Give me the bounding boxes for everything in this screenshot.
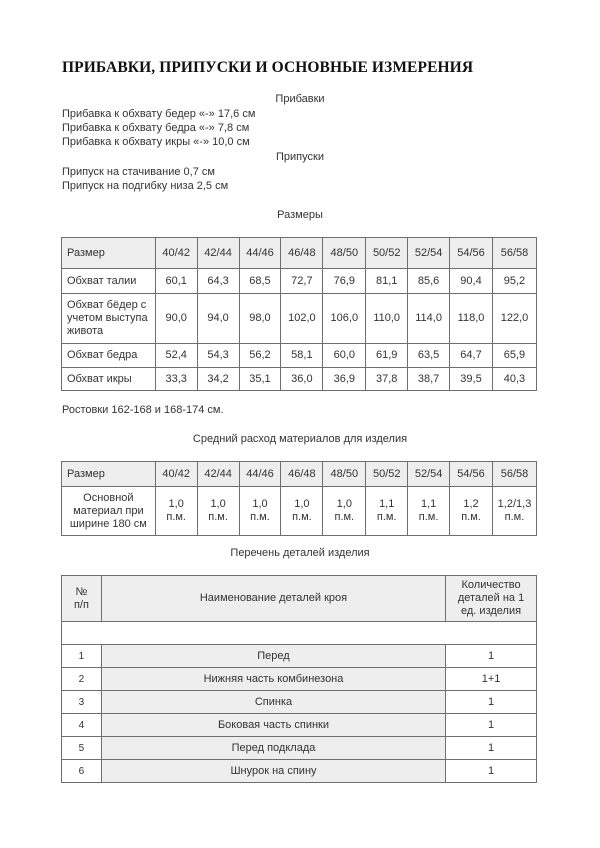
material-value: 1,0 <box>252 498 268 510</box>
row-label-line: материал при <box>73 504 144 517</box>
table-row <box>62 760 537 783</box>
material-value: 1,2/1,3 <box>497 498 532 510</box>
material-heading: Средний расход материалов для изделия <box>192 433 408 445</box>
header-line: Количество <box>461 579 521 591</box>
table-cell <box>408 487 450 536</box>
part-number: 1 <box>62 645 102 668</box>
size-header: 52/54 <box>408 462 450 487</box>
material-unit: п.м. <box>461 511 481 523</box>
material-unit: п.м. <box>292 511 312 523</box>
header-line: деталей на 1 <box>457 592 525 604</box>
table-cell: 72,7 <box>281 269 323 294</box>
table-cell: 60,0 <box>323 344 366 368</box>
material-value: 1,0 <box>168 498 184 510</box>
table-cell <box>492 487 536 536</box>
table-cell: 35,1 <box>239 368 281 391</box>
table-cell <box>366 487 408 536</box>
table-row <box>62 487 537 536</box>
part-number: 5 <box>62 737 102 760</box>
part-name: Перед подклада <box>101 737 445 760</box>
table-cell: 39,5 <box>450 368 493 391</box>
table-cell: 85,6 <box>408 269 450 294</box>
size-header: 56/58 <box>492 238 536 269</box>
row-label <box>62 294 156 344</box>
table-row <box>62 294 537 344</box>
allowance-line: Прибавка к обхвату бедер «-» 17,6 см <box>62 108 256 120</box>
sizes-table <box>61 237 537 391</box>
table-cell: 68,5 <box>239 269 281 294</box>
table-cell: 36,0 <box>281 368 323 391</box>
size-header: 46/48 <box>281 462 323 487</box>
part-qty: 1 <box>446 760 537 783</box>
table-cell <box>155 487 197 536</box>
sizes-header-row <box>62 238 537 269</box>
table-cell: 90,0 <box>155 294 197 344</box>
part-qty: 1 <box>446 737 537 760</box>
material-value: 1,2 <box>463 498 479 510</box>
part-number: 2 <box>62 668 102 691</box>
parts-table <box>61 575 537 783</box>
table-row <box>62 737 537 760</box>
material-value: 1,0 <box>294 498 310 510</box>
size-header: 48/50 <box>323 462 366 487</box>
table-cell: 81,1 <box>366 269 408 294</box>
size-header: 44/46 <box>239 238 281 269</box>
row-label: Обхват икры <box>62 368 156 391</box>
table-cell: 56,2 <box>239 344 281 368</box>
table-cell <box>239 487 281 536</box>
parts-heading: Перечень деталей изделия <box>230 547 370 559</box>
table-cell: 61,9 <box>366 344 408 368</box>
table-cell: 52,4 <box>155 344 197 368</box>
part-name: Нижняя часть комбинезона <box>101 668 445 691</box>
material-unit: п.м. <box>208 511 228 523</box>
table-cell: 34,2 <box>197 368 239 391</box>
table-row <box>62 269 537 294</box>
table-cell: 64,7 <box>450 344 493 368</box>
size-header-label: Размер <box>62 462 156 487</box>
table-cell: 38,7 <box>408 368 450 391</box>
table-cell: 36,9 <box>323 368 366 391</box>
table-row <box>62 368 537 391</box>
table-cell: 58,1 <box>281 344 323 368</box>
size-header: 40/42 <box>155 462 197 487</box>
row-label-line: Основной <box>83 491 134 504</box>
table-cell <box>281 487 323 536</box>
seam-allowance-line: Припуск на подгибку низа 2,5 см <box>62 180 229 192</box>
header-line: № <box>75 585 88 598</box>
material-unit: п.м. <box>376 511 397 523</box>
table-cell: 90,4 <box>450 269 493 294</box>
table-cell: 60,1 <box>155 269 197 294</box>
seam-allowance-line: Припуск на стачивание 0,7 см <box>62 166 215 178</box>
table-cell: 33,3 <box>155 368 197 391</box>
part-name: Спинка <box>101 691 445 714</box>
col-name-header: Наименование деталей кроя <box>101 576 445 622</box>
size-header: 48/50 <box>323 238 366 269</box>
material-value: 1,1 <box>379 498 395 510</box>
table-row <box>62 645 537 668</box>
table-cell <box>450 487 493 536</box>
table-cell <box>323 487 366 536</box>
table-cell: 110,0 <box>366 294 408 344</box>
heights-note: Ростовки 162-168 и 168-174 см. <box>62 404 224 416</box>
material-unit: п.м. <box>504 511 525 523</box>
material-unit: п.м. <box>250 511 270 523</box>
table-cell: 102,0 <box>281 294 323 344</box>
size-header: 44/46 <box>239 462 281 487</box>
allowances-heading: Прибавки <box>275 93 325 105</box>
part-qty: 1 <box>446 714 537 737</box>
material-header-row <box>62 462 537 487</box>
table-cell: 40,3 <box>492 368 536 391</box>
table-row <box>62 668 537 691</box>
table-cell: 94,0 <box>197 294 239 344</box>
table-cell: 65,9 <box>492 344 536 368</box>
header-line: ед. изделия <box>461 605 522 617</box>
table-cell: 98,0 <box>239 294 281 344</box>
row-label-line: Обхват бёдер с <box>67 299 147 311</box>
size-header: 46/48 <box>281 238 323 269</box>
material-unit: п.м. <box>166 511 186 523</box>
part-number: 3 <box>62 691 102 714</box>
size-header: 52/54 <box>408 238 450 269</box>
row-label-line: учетом выступа <box>67 312 148 324</box>
size-header: 50/52 <box>366 238 408 269</box>
part-name: Шнурок на спину <box>101 760 445 783</box>
table-cell: 95,2 <box>492 269 536 294</box>
part-name: Перед <box>101 645 445 668</box>
size-header: 42/44 <box>197 462 239 487</box>
size-header: 56/58 <box>492 462 536 487</box>
part-name: Боковая часть спинки <box>101 714 445 737</box>
row-label-line: ширине 180 см <box>69 517 147 530</box>
empty-row <box>62 622 537 645</box>
table-cell: 106,0 <box>323 294 366 344</box>
material-value: 1,1 <box>420 498 437 510</box>
size-header: 42/44 <box>197 238 239 269</box>
part-qty: 1+1 <box>446 668 537 691</box>
size-header: 40/42 <box>155 238 197 269</box>
col-num-header <box>62 576 102 622</box>
parts-header-row <box>62 576 537 622</box>
material-unit: п.м. <box>334 511 355 523</box>
part-number: 6 <box>62 760 102 783</box>
table-cell: 63,5 <box>408 344 450 368</box>
material-unit: п.м. <box>418 511 439 523</box>
size-header: 54/56 <box>450 462 493 487</box>
header-line: п/п <box>73 598 89 611</box>
table-cell: 54,3 <box>197 344 239 368</box>
table-row <box>62 691 537 714</box>
size-header-label: Размер <box>62 238 156 269</box>
table-row <box>62 344 537 368</box>
col-qty-header <box>446 576 537 622</box>
seam-allowances-heading: Припуски <box>276 151 324 163</box>
allowance-line: Прибавка к обхвату икры «-» 10,0 см <box>62 136 250 148</box>
sizes-heading: Размеры <box>277 209 323 221</box>
table-cell: 37,8 <box>366 368 408 391</box>
part-number: 4 <box>62 714 102 737</box>
row-label: Обхват талии <box>62 269 156 294</box>
table-row <box>62 714 537 737</box>
table-row-empty <box>62 622 537 645</box>
size-header: 50/52 <box>366 462 408 487</box>
material-table <box>61 461 537 536</box>
material-value: 1,0 <box>210 498 226 510</box>
table-cell: 64,3 <box>197 269 239 294</box>
part-qty: 1 <box>446 645 537 668</box>
material-value: 1,0 <box>336 498 352 510</box>
table-cell <box>197 487 239 536</box>
row-label <box>62 487 156 536</box>
size-header: 54/56 <box>450 238 493 269</box>
table-cell: 114,0 <box>408 294 450 344</box>
table-cell: 122,0 <box>492 294 536 344</box>
page-title: ПРИБАВКИ, ПРИПУСКИ И ОСНОВНЫЕ ИЗМЕРЕНИЯ <box>62 59 474 76</box>
table-cell: 118,0 <box>450 294 493 344</box>
part-qty: 1 <box>446 691 537 714</box>
row-label: Обхват бедра <box>62 344 156 368</box>
allowance-line: Прибавка к обхвату бедра «-» 7,8 см <box>62 122 250 134</box>
row-label-line: живота <box>67 325 104 337</box>
table-cell: 76,9 <box>323 269 366 294</box>
